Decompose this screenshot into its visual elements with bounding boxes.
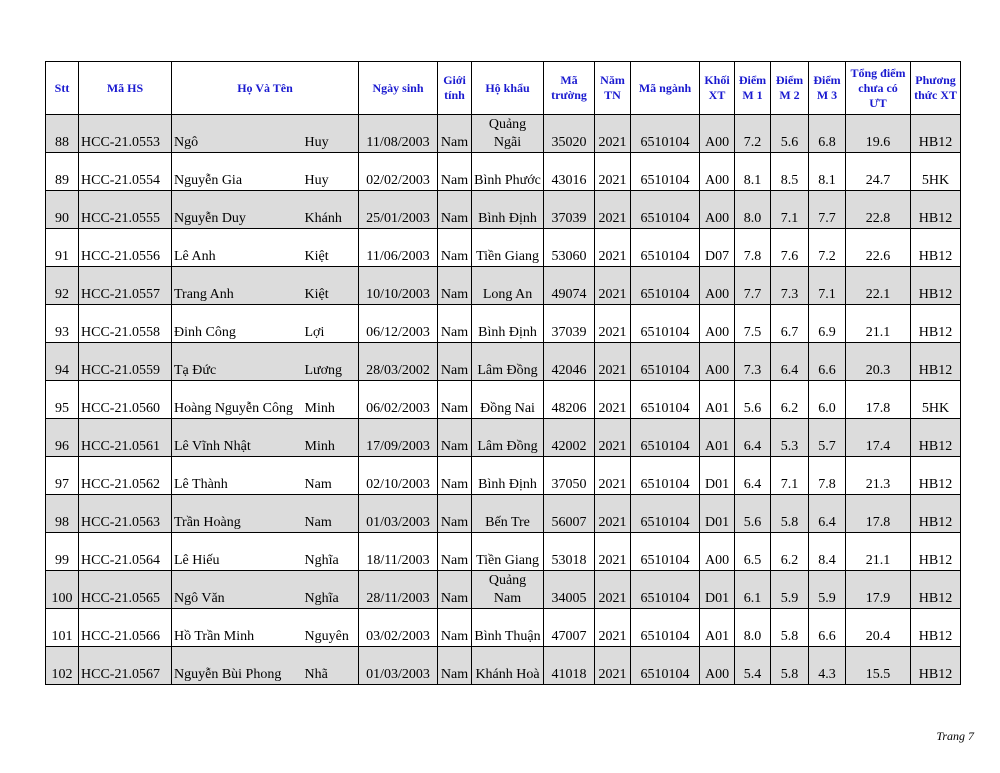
cell-phuong-thuc: HB12 [911,191,961,229]
cell-nam-tn: 2021 [595,571,631,609]
cell-ho-khau: Long An [472,267,544,305]
cell-ma-truong: 41018 [544,647,595,685]
cell-ho-khau: Tiền Giang [472,229,544,267]
cell-ma-hs: HCC-21.0559 [79,343,172,381]
cell-tong-diem: 20.4 [846,609,911,647]
cell-tong-diem: 17.4 [846,419,911,457]
cell-khoi-xt: A00 [700,533,735,571]
cell-ho-khau: Khánh Hoà [472,647,544,685]
cell-stt: 90 [46,191,79,229]
cell-ho-khau: Quảng Ngãi [472,115,544,153]
cell-diem-m1: 5.4 [735,647,771,685]
cell-phuong-thuc: HB12 [911,267,961,305]
cell-diem-m2: 7.6 [771,229,809,267]
cell-ma-hs: HCC-21.0560 [79,381,172,419]
cell-nam-tn: 2021 [595,229,631,267]
cell-diem-m3: 6.4 [809,495,846,533]
header-ngay-sinh: Ngày sinh [359,62,438,115]
cell-ma-truong: 37050 [544,457,595,495]
table-row [46,647,961,685]
cell-ma-truong: 37039 [544,191,595,229]
cell-ten: Minh [303,381,359,419]
cell-tong-diem: 19.6 [846,115,911,153]
table-row [46,115,961,153]
cell-khoi-xt: A01 [700,609,735,647]
cell-diem-m1: 8.0 [735,191,771,229]
cell-stt: 89 [46,153,79,191]
cell-diem-m2: 8.5 [771,153,809,191]
table-body [46,115,961,685]
cell-ma-nganh: 6510104 [631,533,700,571]
cell-ma-nganh: 6510104 [631,115,700,153]
cell-ho: Nguyễn Duy [172,191,303,229]
cell-ngay-sinh: 28/03/2002 [359,343,438,381]
table-row [46,153,961,191]
cell-stt: 96 [46,419,79,457]
cell-ten: Nam [303,495,359,533]
cell-ma-hs: HCC-21.0565 [79,571,172,609]
cell-ten: Nam [303,457,359,495]
cell-stt: 101 [46,609,79,647]
cell-diem-m3: 6.8 [809,115,846,153]
cell-ngay-sinh: 18/11/2003 [359,533,438,571]
cell-ma-hs: HCC-21.0566 [79,609,172,647]
cell-phuong-thuc: HB12 [911,647,961,685]
cell-ngay-sinh: 25/01/2003 [359,191,438,229]
cell-ho: Ngô Văn [172,571,303,609]
cell-khoi-xt: A00 [700,647,735,685]
cell-phuong-thuc: HB12 [911,229,961,267]
cell-stt: 91 [46,229,79,267]
cell-ho: Trần Hoàng [172,495,303,533]
cell-khoi-xt: A00 [700,191,735,229]
cell-ma-hs: HCC-21.0564 [79,533,172,571]
cell-ma-truong: 43016 [544,153,595,191]
cell-diem-m1: 7.3 [735,343,771,381]
cell-ma-hs: HCC-21.0567 [79,647,172,685]
cell-ngay-sinh: 06/12/2003 [359,305,438,343]
cell-phuong-thuc: HB12 [911,571,961,609]
header-row [46,62,961,115]
cell-ho-khau: Lâm Đồng [472,343,544,381]
cell-tong-diem: 21.3 [846,457,911,495]
cell-phuong-thuc: HB12 [911,457,961,495]
header-ma-truong: Mã trường [544,62,595,115]
table-row [46,419,961,457]
cell-ma-nganh: 6510104 [631,305,700,343]
cell-ma-nganh: 6510104 [631,419,700,457]
table-header [46,62,961,115]
cell-ma-nganh: 6510104 [631,229,700,267]
cell-tong-diem: 20.3 [846,343,911,381]
cell-khoi-xt: A00 [700,267,735,305]
cell-diem-m1: 6.1 [735,571,771,609]
cell-ma-nganh: 6510104 [631,153,700,191]
student-roster-table [45,61,961,685]
cell-gioi-tinh: Nam [438,647,472,685]
cell-ho-khau: Bình Thuận [472,609,544,647]
cell-khoi-xt: A00 [700,343,735,381]
cell-diem-m2: 5.8 [771,495,809,533]
header-diem-m2: Điểm M 2 [771,62,809,115]
header-gioi-tinh: Giới tính [438,62,472,115]
table-row [46,457,961,495]
cell-gioi-tinh: Nam [438,571,472,609]
cell-ho: Ngô [172,115,303,153]
cell-ma-hs: HCC-21.0553 [79,115,172,153]
cell-tong-diem: 24.7 [846,153,911,191]
cell-ma-hs: HCC-21.0554 [79,153,172,191]
cell-diem-m3: 5.7 [809,419,846,457]
cell-gioi-tinh: Nam [438,305,472,343]
cell-ho: Lê Thành [172,457,303,495]
cell-diem-m1: 6.4 [735,457,771,495]
cell-gioi-tinh: Nam [438,191,472,229]
cell-ten: Nghĩa [303,533,359,571]
cell-ngay-sinh: 03/02/2003 [359,609,438,647]
cell-diem-m2: 7.1 [771,191,809,229]
cell-ho: Trang Anh [172,267,303,305]
header-diem-m1: Điểm M 1 [735,62,771,115]
header-khoi-xt: Khối XT [700,62,735,115]
cell-ngay-sinh: 01/03/2003 [359,495,438,533]
cell-ma-hs: HCC-21.0561 [79,419,172,457]
cell-diem-m1: 8.1 [735,153,771,191]
cell-diem-m3: 4.3 [809,647,846,685]
cell-nam-tn: 2021 [595,495,631,533]
cell-gioi-tinh: Nam [438,381,472,419]
cell-ngay-sinh: 17/09/2003 [359,419,438,457]
cell-gioi-tinh: Nam [438,533,472,571]
cell-ma-nganh: 6510104 [631,609,700,647]
cell-tong-diem: 15.5 [846,647,911,685]
cell-ho: Hồ Trần Minh [172,609,303,647]
cell-ma-truong: 56007 [544,495,595,533]
table-row [46,267,961,305]
cell-ho-khau: Tiền Giang [472,533,544,571]
cell-tong-diem: 22.1 [846,267,911,305]
cell-gioi-tinh: Nam [438,229,472,267]
cell-stt: 99 [46,533,79,571]
cell-gioi-tinh: Nam [438,267,472,305]
cell-ngay-sinh: 02/10/2003 [359,457,438,495]
cell-nam-tn: 2021 [595,457,631,495]
cell-diem-m2: 5.9 [771,571,809,609]
table-row [46,191,961,229]
cell-gioi-tinh: Nam [438,495,472,533]
cell-ma-nganh: 6510104 [631,191,700,229]
cell-phuong-thuc: HB12 [911,533,961,571]
cell-diem-m2: 5.6 [771,115,809,153]
page-number: Trang 7 [936,729,974,743]
table-row [46,533,961,571]
table-row [46,343,961,381]
cell-stt: 94 [46,343,79,381]
header-nam-tn: Năm TN [595,62,631,115]
cell-khoi-xt: D07 [700,229,735,267]
cell-ho-khau: Bình Phước [472,153,544,191]
cell-stt: 98 [46,495,79,533]
cell-ma-nganh: 6510104 [631,457,700,495]
cell-ho: Hoàng Nguyễn Công [172,381,303,419]
cell-ma-hs: HCC-21.0556 [79,229,172,267]
header-ho-ten: Họ Và Tên [172,62,359,115]
cell-phuong-thuc: HB12 [911,609,961,647]
cell-ma-nganh: 6510104 [631,647,700,685]
cell-diem-m2: 6.4 [771,343,809,381]
table-row [46,229,961,267]
cell-ma-truong: 42046 [544,343,595,381]
cell-ma-nganh: 6510104 [631,267,700,305]
cell-ngay-sinh: 11/08/2003 [359,115,438,153]
cell-ma-hs: HCC-21.0555 [79,191,172,229]
cell-diem-m3: 6.9 [809,305,846,343]
cell-nam-tn: 2021 [595,609,631,647]
cell-tong-diem: 17.8 [846,381,911,419]
cell-ten: Huy [303,153,359,191]
cell-ma-truong: 53018 [544,533,595,571]
header-tong-diem: Tổng điểm chưa có ƯT [846,62,911,115]
cell-ngay-sinh: 28/11/2003 [359,571,438,609]
cell-diem-m3: 6.6 [809,609,846,647]
cell-diem-m3: 8.4 [809,533,846,571]
cell-stt: 92 [46,267,79,305]
cell-ngay-sinh: 02/02/2003 [359,153,438,191]
cell-ten: Nguyên [303,609,359,647]
table-row [46,495,961,533]
cell-ma-truong: 37039 [544,305,595,343]
cell-ten: Khánh [303,191,359,229]
cell-nam-tn: 2021 [595,533,631,571]
cell-nam-tn: 2021 [595,305,631,343]
cell-ma-hs: HCC-21.0563 [79,495,172,533]
cell-gioi-tinh: Nam [438,343,472,381]
cell-tong-diem: 17.8 [846,495,911,533]
cell-diem-m1: 5.6 [735,495,771,533]
cell-ma-nganh: 6510104 [631,343,700,381]
cell-ten: Nghĩa [303,571,359,609]
cell-ten: Nhã [303,647,359,685]
cell-diem-m1: 6.4 [735,419,771,457]
cell-ngay-sinh: 11/06/2003 [359,229,438,267]
header-phuong-thuc: Phương thức XT [911,62,961,115]
cell-ho: Đinh Công [172,305,303,343]
cell-ma-truong: 34005 [544,571,595,609]
cell-diem-m1: 7.8 [735,229,771,267]
cell-nam-tn: 2021 [595,343,631,381]
cell-ho: Lê Anh [172,229,303,267]
cell-ho-khau: Quảng Nam [472,571,544,609]
cell-ho: Nguyễn Bùi Phong [172,647,303,685]
cell-ho: Lê Vĩnh Nhật [172,419,303,457]
cell-diem-m2: 6.2 [771,533,809,571]
cell-stt: 88 [46,115,79,153]
cell-nam-tn: 2021 [595,419,631,457]
cell-ma-nganh: 6510104 [631,495,700,533]
cell-diem-m2: 7.1 [771,457,809,495]
cell-stt: 97 [46,457,79,495]
cell-ngay-sinh: 10/10/2003 [359,267,438,305]
cell-ten: Huy [303,115,359,153]
cell-ten: Kiệt [303,229,359,267]
cell-diem-m3: 6.0 [809,381,846,419]
cell-ten: Minh [303,419,359,457]
cell-diem-m2: 5.8 [771,647,809,685]
cell-khoi-xt: A00 [700,153,735,191]
cell-phuong-thuc: 5HK [911,153,961,191]
cell-diem-m1: 8.0 [735,609,771,647]
table-row [46,381,961,419]
cell-diem-m3: 5.9 [809,571,846,609]
cell-diem-m1: 6.5 [735,533,771,571]
cell-ho-khau: Bình Định [472,191,544,229]
table-row [46,609,961,647]
header-ho-khau: Hộ khẩu [472,62,544,115]
cell-gioi-tinh: Nam [438,419,472,457]
cell-ma-truong: 42002 [544,419,595,457]
cell-stt: 100 [46,571,79,609]
cell-diem-m2: 6.2 [771,381,809,419]
cell-phuong-thuc: HB12 [911,495,961,533]
cell-diem-m3: 7.8 [809,457,846,495]
cell-nam-tn: 2021 [595,267,631,305]
cell-tong-diem: 21.1 [846,305,911,343]
cell-diem-m3: 7.1 [809,267,846,305]
cell-ma-nganh: 6510104 [631,381,700,419]
cell-diem-m1: 7.5 [735,305,771,343]
cell-gioi-tinh: Nam [438,153,472,191]
cell-khoi-xt: A01 [700,419,735,457]
cell-ngay-sinh: 06/02/2003 [359,381,438,419]
cell-ho: Lê Hiếu [172,533,303,571]
header-ma-hs: Mã HS [79,62,172,115]
cell-khoi-xt: A00 [700,305,735,343]
cell-ma-nganh: 6510104 [631,571,700,609]
cell-ho: Tạ Đức [172,343,303,381]
cell-stt: 95 [46,381,79,419]
cell-phuong-thuc: HB12 [911,305,961,343]
cell-ma-truong: 47007 [544,609,595,647]
cell-ngay-sinh: 01/03/2003 [359,647,438,685]
cell-diem-m3: 7.2 [809,229,846,267]
cell-phuong-thuc: HB12 [911,419,961,457]
cell-gioi-tinh: Nam [438,609,472,647]
cell-khoi-xt: D01 [700,457,735,495]
cell-tong-diem: 17.9 [846,571,911,609]
cell-ma-truong: 48206 [544,381,595,419]
cell-ho-khau: Lâm Đồng [472,419,544,457]
header-diem-m3: Điểm M 3 [809,62,846,115]
cell-diem-m2: 6.7 [771,305,809,343]
cell-ma-hs: HCC-21.0557 [79,267,172,305]
header-stt: Stt [46,62,79,115]
cell-tong-diem: 21.1 [846,533,911,571]
cell-diem-m3: 8.1 [809,153,846,191]
cell-nam-tn: 2021 [595,381,631,419]
cell-diem-m1: 7.2 [735,115,771,153]
cell-diem-m3: 6.6 [809,343,846,381]
cell-gioi-tinh: Nam [438,115,472,153]
cell-khoi-xt: D01 [700,571,735,609]
cell-ma-truong: 53060 [544,229,595,267]
cell-khoi-xt: A01 [700,381,735,419]
cell-diem-m2: 5.8 [771,609,809,647]
cell-ma-hs: HCC-21.0562 [79,457,172,495]
cell-tong-diem: 22.8 [846,191,911,229]
cell-gioi-tinh: Nam [438,457,472,495]
cell-stt: 93 [46,305,79,343]
cell-ten: Lợi [303,305,359,343]
cell-nam-tn: 2021 [595,153,631,191]
cell-ho-khau: Đồng Nai [472,381,544,419]
cell-nam-tn: 2021 [595,647,631,685]
cell-diem-m2: 5.3 [771,419,809,457]
cell-diem-m2: 7.3 [771,267,809,305]
cell-ma-truong: 49074 [544,267,595,305]
cell-phuong-thuc: 5HK [911,381,961,419]
cell-phuong-thuc: HB12 [911,343,961,381]
cell-nam-tn: 2021 [595,191,631,229]
cell-diem-m1: 7.7 [735,267,771,305]
cell-nam-tn: 2021 [595,115,631,153]
table-row [46,571,961,609]
cell-ten: Kiệt [303,267,359,305]
cell-stt: 102 [46,647,79,685]
cell-ho: Nguyễn Gia [172,153,303,191]
cell-ma-hs: HCC-21.0558 [79,305,172,343]
cell-ho-khau: Bình Định [472,305,544,343]
header-ma-nganh: Mã ngành [631,62,700,115]
cell-tong-diem: 22.6 [846,229,911,267]
cell-phuong-thuc: HB12 [911,115,961,153]
cell-ma-truong: 35020 [544,115,595,153]
cell-ho-khau: Bến Tre [472,495,544,533]
cell-khoi-xt: D01 [700,495,735,533]
cell-ho-khau: Bình Định [472,457,544,495]
cell-diem-m1: 5.6 [735,381,771,419]
cell-ten: Lương [303,343,359,381]
table-row [46,305,961,343]
cell-khoi-xt: A00 [700,115,735,153]
cell-diem-m3: 7.7 [809,191,846,229]
